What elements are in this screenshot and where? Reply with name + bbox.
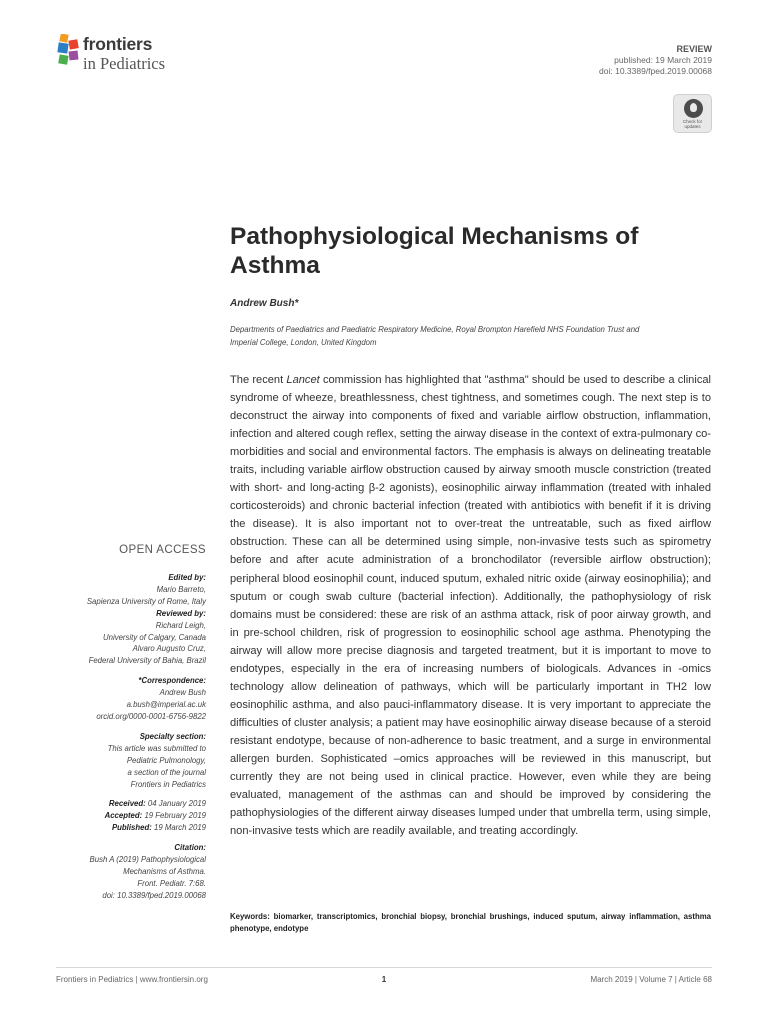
frontiers-logo-icon [56, 34, 82, 68]
badge-text: Check for updates [682, 119, 703, 129]
footer-journal-link[interactable]: Frontiers in Pediatrics | www.frontiersin.org [56, 975, 208, 984]
accepted-date: Accepted: 19 February 2019 [104, 811, 206, 821]
crossmark-icon [684, 99, 703, 118]
citation-line: Mechanisms of Asthma. [123, 866, 206, 876]
article-type: REVIEW [676, 44, 712, 54]
page-number: 1 [381, 975, 387, 984]
specialty-line: Pediatric Pulmonology, [126, 755, 206, 765]
specialty-line: This article was submitted to [107, 743, 206, 753]
journal-name-italic: Lancet [286, 374, 320, 386]
journal-logo[interactable] [56, 34, 196, 78]
correspondence-name: Andrew Bush [159, 688, 206, 698]
logo-text-frontiers: frontiers [83, 34, 153, 54]
edited-by-label: Edited by: [168, 573, 206, 582]
reviewer-affiliation: University of Calgary, Canada [103, 632, 206, 642]
footer-issue-info: March 2019 | Volume 7 | Article 68 [590, 975, 712, 984]
article-title: Pathophysiological Mechanisms of Asthma [230, 223, 639, 279]
article-info-sidebar [16, 572, 206, 902]
correspondence-orcid[interactable]: orcid.org/0000-0001-6756-9822 [96, 711, 206, 721]
logo-text-journal: in Pediatrics [83, 54, 166, 73]
reviewer-name: Richard Leigh, [155, 620, 206, 630]
doi-link[interactable]: doi: 10.3389/fped.2019.00068 [599, 66, 712, 76]
editor-name: Mario Barreto, [156, 584, 206, 594]
reviewer-affiliation: Federal University of Bahia, Brazil [88, 656, 206, 666]
check-for-updates-badge[interactable] [673, 94, 712, 133]
specialty-section-label: Specialty section: [139, 731, 206, 741]
citation-doi[interactable]: doi: 10.3389/fped.2019.00068 [102, 890, 206, 900]
specialty-line: Frontiers in Pediatrics [130, 779, 206, 789]
correspondence-label: *Correspondence: [138, 676, 206, 686]
keywords: Keywords: biomarker, transcriptomics, bronchial biopsy, bronchial brushings, induced sputum, airway inflammation, asthma phenotype, endotype [230, 912, 711, 933]
correspondence-email[interactable]: a.bush@imperial.ac.uk [126, 700, 206, 710]
reviewer-name: Alvaro Augusto Cruz, [132, 644, 206, 654]
published-date-sidebar: Published: 19 March 2019 [111, 823, 206, 833]
article-header-meta [599, 44, 712, 77]
citation-line: Bush A (2019) Pathophysiological [89, 855, 206, 865]
author-name[interactable]: Andrew Bush* [230, 298, 299, 309]
citation-label: Citation: [174, 843, 206, 853]
footer-divider [56, 967, 712, 968]
received-date: Received: 04 January 2019 [108, 799, 206, 809]
editor-affiliation: Sapienza University of Rome, Italy [86, 596, 206, 606]
citation-line: Front. Pediatr. 7:68. [137, 878, 206, 888]
author-affiliation: Departments of Paediatrics and Paediatric Respiratory Medicine, Royal Brompton Harefield NHS Foundation Trust and Imperial College, London, United Kingdom [230, 325, 640, 347]
specialty-line: a section of the journal [127, 767, 206, 777]
open-access-label: OPEN ACCESS [119, 544, 206, 556]
reviewed-by-label: Reviewed by: [156, 608, 206, 618]
abstract-text: The recent Lancet commission has highlighted that "asthma" should be used to describe a clinical syndrome of wheeze, breathlessness, chest tightness, and sometimes cough. The next step is to deconstruct the airway into components of fixed and variable airflow obstruction, inflammation, infection and altered cough reflex, setting the airway disease in the context of extra-pulmonary co-morbidities and social and environmental factors. The emphasis is always on delineating treatable traits, including variable airflow obstruction caused by airway smooth muscle constriction (treated with short- and long-acting β-2 agonists), eosinophilic airway inflammation (treated with inhaled corticosteroids) and chronic bacterial infection (treated with antibiotics with benefit if it is driving the disease). It is also important not to over-treat the untreatable, such as fixed airflow obstruction. These can all be determined using simple, non-invasive tests such as spirometry before and after acute administration of a bronchodilator (reversible airflow obstruction); peripheral blood eosinophil count, induced sputum, exhaled nitric oxide (airway eosinophilia); and sputum or cough swab culture (bacterial infection). Additionally, the pathophysiology of risk domains must be considered: these are risk of an asthma attack, risk of poor airway growth, and in pre-school children, risk of progression to eosinophilic school age asthma. Phenotyping the airway will allow more precise diagnosis and targeted treatment, but it is important to move to endotypes, especially in the era of increasing numbers of biologicals. Advances in -omics technology allow delineation of pathways, which will be particularly important in TH2 low eosinophilic asthma, and also pauci-inflammatory disease. It is very important to appreciate the difficulties of cluster analysis; a patient may have eosinophilic airway disease because of a steroid resistant endotype, because of non-adherence to basic treatment, and a surge in environmental allergen burden. Sophisticated –omics approaches will be reviewed in this manuscript, but currently they are not being used in clinical practice. However, even while they are being evaluated, management of the asthmas can and should be improved by considering the pathophysiologies of the different airway diseases lumped under that umbrella term, using simple, non-invasive tests which are readily available, and treating accordingly. [230, 374, 711, 838]
published-date: published: 19 March 2019 [614, 55, 712, 65]
